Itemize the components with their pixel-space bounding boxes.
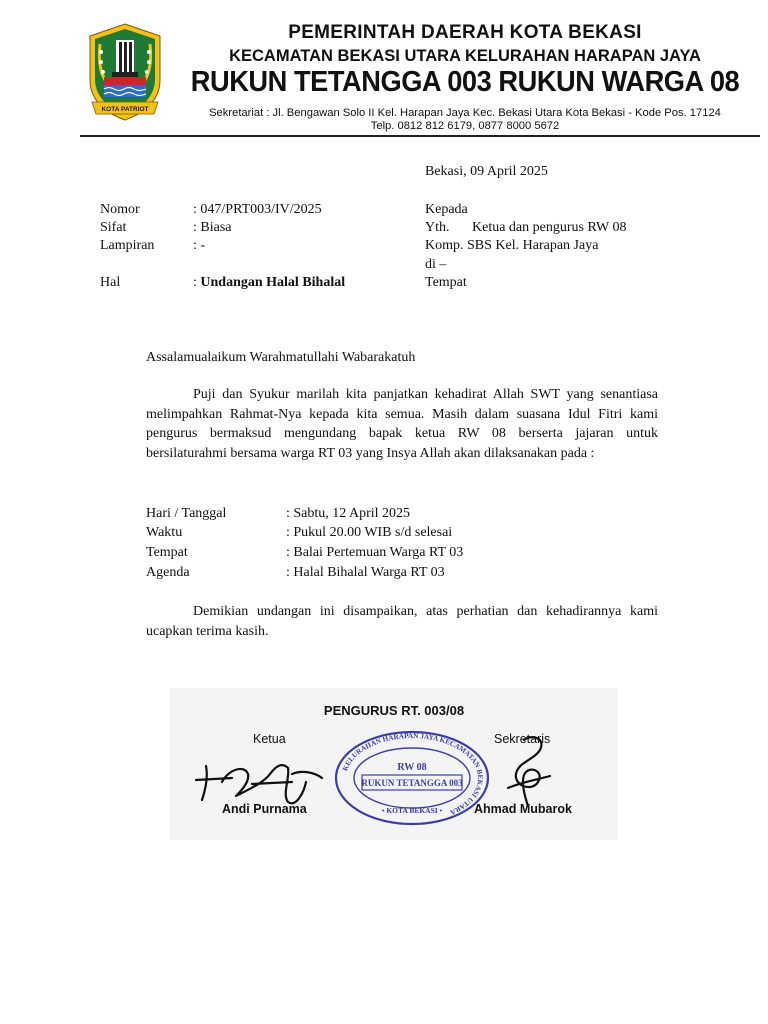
time-value: : Pukul 20.00 WIB s/d selesai [286, 525, 453, 540]
recipient-di: di – [425, 257, 447, 272]
day-label: Hari / Tanggal [146, 506, 227, 521]
nomor-label: Nomor [100, 202, 140, 217]
sifat-value: : Biasa [193, 220, 232, 235]
nomor-value: : 047/PRT003/IV/2025 [193, 202, 322, 217]
stamp-rw: RW 08 [397, 762, 427, 773]
city-emblem-logo [86, 22, 164, 122]
chairman-name: Andi Purnama [222, 802, 307, 816]
recipient-name: Ketua dan pengurus RW 08 [472, 220, 627, 235]
lampiran-label: Lampiran [100, 238, 155, 253]
letterhead-organization: RUKUN TETANGGA 003 RUKUN WARGA 08 [190, 66, 740, 98]
letterhead-district: KECAMATAN BEKASI UTARA KELURAHAN HARAPAN JAYA [229, 47, 701, 65]
hal-colon: : [193, 275, 201, 290]
letterhead-address: Sekretariat : Jl. Bengawan Solo II Kel. Harapan Jaya Kec. Bekasi Utara Kota Bekasi - Kode Pos. 17124 [209, 107, 721, 119]
logo-motto: KOTA PATRIOT [101, 106, 149, 113]
recipient-address: Komp. SBS Kel. Harapan Jaya [425, 238, 599, 253]
signature-title: PENGURUS RT. 003/08 [323, 703, 465, 718]
body-paragraph-closing: Demikian undangan ini disampaikan, atas perhatian dan kehadirannya kami ucapkan terima kasih. [146, 604, 658, 639]
stamp-ring-text: KELURAHAN HARAPAN JAYA KECAMATAN BEKASI UTARA [341, 731, 485, 817]
secretary-role: Sekretaris [494, 732, 551, 746]
recipient-place: Tempat [425, 275, 467, 290]
lampiran-value: : - [193, 238, 206, 253]
place-label: Tempat [146, 545, 188, 560]
secretary-name: Ahmad Mubarok [474, 802, 572, 816]
day-value: : Sabtu, 12 April 2025 [286, 506, 411, 521]
time-label: Waktu [146, 525, 183, 540]
hal-value: Undangan Halal Bihalal [200, 275, 346, 290]
stamp-rt: RUKUN TETANGGA 003 [361, 778, 463, 788]
letterhead-government: PEMERINTAH DAERAH KOTA BEKASI [288, 22, 642, 43]
body-paragraph-opening: Puji dan Syukur marilah kita panjatkan kehadirat Allah SWT yang senantiasa melimpahkan Rahmat-Nya kepada kita semua. Masih dalam suasana Idul Fitri kami pengurus bermaksud mengundang bapak ketua RW 08 berserta jajaran untuk bersilaturahmi bersama warga RT 03 yang Insya Allah akan dilaksanakan pada : [146, 387, 658, 461]
letterhead-divider [80, 135, 760, 137]
agenda-value: : Halal Bihalal Warga RT 03 [286, 565, 445, 580]
hal-label: Hal [100, 275, 121, 290]
secretary-signature [488, 732, 568, 810]
sifat-label: Sifat [100, 220, 127, 235]
official-stamp [332, 728, 492, 828]
stamp-city: • KOTA BEKASI • [381, 806, 443, 815]
recipient-kepada: Kepada [425, 202, 468, 217]
greeting: Assalamualaikum Warahmatullahi Wabarakatuh [146, 350, 416, 365]
letter-date: Bekasi, 09 April 2025 [425, 164, 548, 179]
letterhead-phone: Telp. 0812 812 6179, 0877 8000 5672 [370, 120, 560, 132]
recipient-yth: Yth. [425, 220, 450, 235]
agenda-label: Agenda [146, 565, 190, 580]
hal-value-line [193, 274, 345, 292]
place-value: : Balai Pertemuan Warga RT 03 [286, 545, 464, 560]
chairman-role: Ketua [253, 732, 286, 746]
